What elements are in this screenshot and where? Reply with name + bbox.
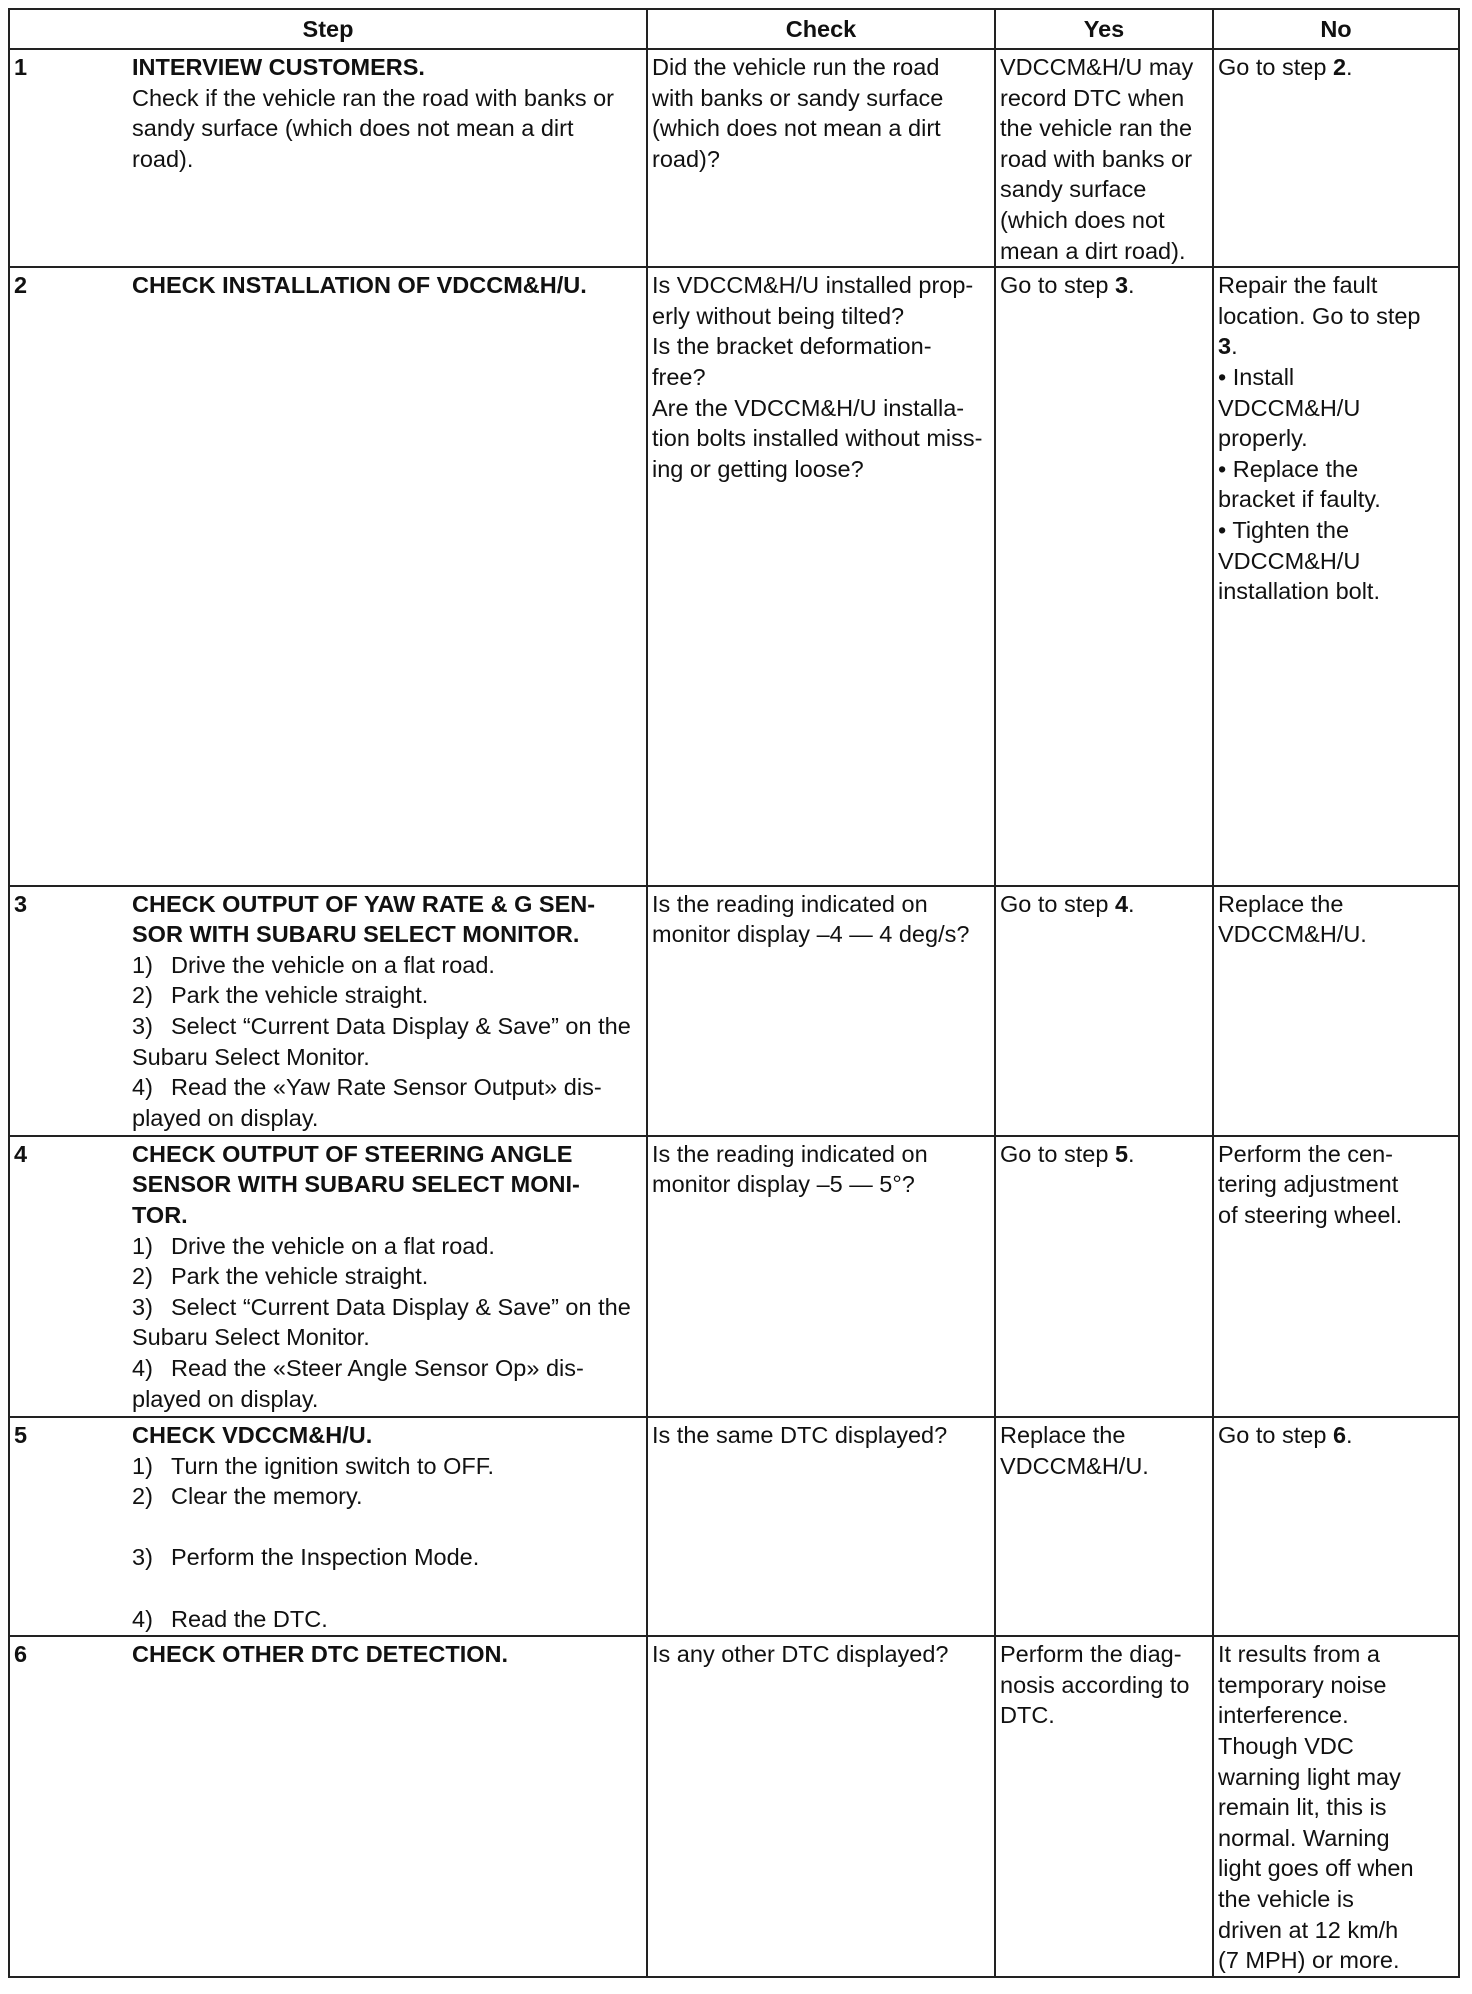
check-cell (647, 1136, 995, 1417)
no-text: It results from a (1218, 1641, 1380, 1668)
goto-step-number: 3 (1114, 272, 1129, 299)
yes-cell (995, 1136, 1213, 1417)
step-instruction (132, 1292, 642, 1323)
no-text: remain lit, this is (1218, 1794, 1387, 1821)
step-text: sandy surface (which does not mean a dirt (132, 115, 574, 142)
check-text: Are the VDCCM&H/U installa- (652, 394, 965, 421)
yes-text: VDCCM&H/U may (1000, 54, 1194, 80)
instruction-text: Subaru Select Monitor. (132, 1324, 370, 1351)
no-text: temporary noise (1218, 1671, 1387, 1698)
goto-prefix: Go to step (1000, 272, 1115, 299)
step-cell (9, 1136, 647, 1417)
check-text: free? (652, 364, 706, 391)
yes-text: Replace the (1000, 1422, 1126, 1449)
step-instruction (132, 950, 642, 981)
step-number: 6 (14, 1641, 28, 1668)
step-title: CHECK OTHER DTC DETECTION. (132, 1641, 508, 1668)
step-instruction (132, 1072, 642, 1103)
bullet-item: • Tighten the (1218, 517, 1350, 544)
header-check: Check (647, 9, 995, 49)
bullet-item: properly. (1218, 425, 1308, 452)
step-text: Check if the vehicle ran the road with banks or (132, 84, 615, 111)
goto-prefix: Go to step (1218, 1422, 1333, 1449)
step-instruction (132, 980, 642, 1011)
bullet-item: installation bolt. (1218, 578, 1380, 605)
goto-suffix: . (1231, 333, 1238, 360)
step-cell (9, 267, 647, 885)
goto-step-number: 5 (1114, 1140, 1129, 1167)
bullet-item: • Install (1218, 364, 1295, 391)
yes-text: road with banks or (1000, 145, 1193, 172)
step-title: CHECK OUTPUT OF STEERING ANGLE (132, 1140, 573, 1167)
step-instruction (132, 1261, 642, 1292)
yes-text (1000, 1139, 1208, 1170)
yes-text: the vehicle ran the (1000, 115, 1193, 142)
yes-cell (995, 886, 1213, 1136)
bullet-item: VDCCM&H/U (1218, 394, 1361, 421)
instruction-text: Subaru Select Monitor. (132, 1043, 370, 1070)
no-text: driven at 12 km/h (1218, 1916, 1399, 1943)
instruction-text: Select “Current Data Display & Save” on the (171, 1013, 631, 1040)
goto-step-number: 3 (1218, 333, 1232, 360)
step-number: 4 (14, 1140, 28, 1167)
step-cell (9, 886, 647, 1136)
no-text: Perform the cen- (1218, 1140, 1394, 1167)
yes-text (1000, 270, 1208, 301)
check-cell (647, 1417, 995, 1636)
step-title: CHECK VDCCM&H/U. (132, 1422, 373, 1449)
instruction-number: 2) (132, 1263, 153, 1290)
check-text: tion bolts installed without miss- (652, 425, 983, 452)
goto-suffix: . (1346, 54, 1353, 80)
no-text: the vehicle is (1218, 1885, 1354, 1912)
instruction-text: Read the «Yaw Rate Sensor Output» dis- (171, 1074, 602, 1101)
step-instruction (132, 1231, 642, 1262)
goto-prefix: Go to step (1000, 1140, 1115, 1167)
header-no: No (1213, 9, 1459, 49)
table-row (9, 1136, 1459, 1417)
step-instruction (132, 1353, 642, 1384)
instruction-text: Read the «Steer Angle Sensor Op» dis- (171, 1355, 584, 1382)
yes-text: record DTC when (1000, 84, 1185, 111)
blank-line (132, 1573, 642, 1604)
header-yes: Yes (995, 9, 1213, 49)
header-step: Step (9, 9, 647, 49)
no-cell (1213, 49, 1459, 267)
instruction-text: Select “Current Data Display & Save” on the (171, 1293, 631, 1320)
no-cell (1213, 1636, 1459, 1977)
yes-text: nosis according to (1000, 1671, 1190, 1698)
check-cell (647, 49, 995, 267)
instruction-number: 3) (132, 1013, 153, 1040)
yes-text: mean a dirt road). (1000, 237, 1186, 264)
check-text: road)? (652, 145, 720, 172)
header-row (9, 9, 1459, 49)
instruction-number: 4) (132, 1074, 153, 1101)
yes-text: (which does not (1000, 206, 1165, 233)
no-text: light goes off when (1218, 1855, 1414, 1882)
no-cell (1213, 1417, 1459, 1636)
no-text: Repair the fault (1218, 272, 1378, 299)
no-text: location. Go to step (1218, 302, 1421, 329)
goto-suffix: . (1128, 272, 1135, 299)
instruction-text: Perform the Inspection Mode. (171, 1544, 480, 1571)
instruction-number: 4) (132, 1605, 153, 1632)
check-cell (647, 267, 995, 885)
blank-line (132, 1512, 642, 1543)
check-text: (which does not mean a dirt (652, 115, 941, 142)
yes-text (1000, 889, 1208, 920)
instruction-text: Park the vehicle straight. (171, 1263, 429, 1290)
step-number: 2 (14, 272, 28, 299)
check-text: Is the bracket deformation- (652, 333, 932, 360)
yes-text: Perform the diag- (1000, 1641, 1182, 1668)
step-title: TOR. (132, 1202, 188, 1229)
table-row (9, 49, 1459, 267)
step-instruction (132, 1542, 642, 1573)
step-number: 5 (14, 1422, 28, 1449)
yes-cell (995, 49, 1213, 267)
no-text: VDCCM&H/U. (1218, 921, 1367, 948)
check-text: Is the reading indicated on (652, 890, 928, 917)
step-instruction (132, 1604, 642, 1635)
check-text: monitor display –5 — 5°? (652, 1171, 915, 1198)
yes-cell (995, 1417, 1213, 1636)
goto-prefix: Go to step (1218, 54, 1333, 80)
instruction-text: Drive the vehicle on a flat road. (171, 1232, 495, 1259)
step-title: CHECK INSTALLATION OF VDCCM&H/U. (132, 272, 587, 299)
step-instruction (132, 1451, 642, 1482)
no-cell (1213, 886, 1459, 1136)
table-row (9, 1417, 1459, 1636)
check-text: Did the vehicle run the road (652, 54, 940, 80)
step-cell (9, 49, 647, 267)
step-number: 3 (14, 890, 28, 917)
instruction-text: Drive the vehicle on a flat road. (171, 951, 495, 978)
instruction-text: played on display. (132, 1104, 319, 1131)
step-text: road). (132, 145, 194, 172)
goto-step-number: 2 (1332, 54, 1347, 80)
goto-suffix: . (1346, 1422, 1353, 1449)
check-cell (647, 1636, 995, 1977)
goto-step-number: 6 (1332, 1422, 1347, 1449)
no-text (1218, 1420, 1454, 1451)
yes-cell (995, 1636, 1213, 1977)
check-text: ing or getting loose? (652, 455, 864, 482)
no-text: of steering wheel. (1218, 1202, 1403, 1229)
no-text (1218, 52, 1454, 83)
instruction-number: 4) (132, 1355, 153, 1382)
no-cell (1213, 267, 1459, 885)
no-text (1218, 331, 1454, 362)
check-cell (647, 886, 995, 1136)
step-instruction (132, 1011, 642, 1042)
step-title: SENSOR WITH SUBARU SELECT MONI- (132, 1171, 580, 1198)
instruction-text: Park the vehicle straight. (171, 982, 429, 1009)
step-cell (9, 1417, 647, 1636)
instruction-text: Turn the ignition switch to OFF. (171, 1452, 495, 1479)
no-text: warning light may (1218, 1763, 1401, 1790)
instruction-text: played on display. (132, 1385, 319, 1412)
goto-suffix: . (1128, 1140, 1135, 1167)
check-text: Is the same DTC displayed? (652, 1422, 948, 1449)
check-text: Is the reading indicated on (652, 1140, 928, 1167)
step-title: CHECK OUTPUT OF YAW RATE & G SEN- (132, 890, 596, 917)
no-text: normal. Warning (1218, 1824, 1390, 1851)
check-text: monitor display –4 — 4 deg/s? (652, 921, 970, 948)
goto-suffix: . (1128, 890, 1135, 917)
instruction-text: Clear the memory. (171, 1483, 363, 1510)
bullet-item: • Replace the (1218, 455, 1359, 482)
no-text: (7 MPH) or more. (1218, 1947, 1400, 1974)
instruction-text: Read the DTC. (171, 1605, 328, 1632)
no-text: Replace the (1218, 890, 1344, 917)
instruction-number: 3) (132, 1293, 153, 1320)
no-text: interference. (1218, 1702, 1349, 1729)
instruction-number: 1) (132, 1232, 153, 1259)
goto-prefix: Go to step (1000, 890, 1115, 917)
goto-step-number: 4 (1114, 890, 1129, 917)
bullet-item: bracket if faulty. (1218, 486, 1381, 513)
table-row (9, 886, 1459, 1136)
step-title: INTERVIEW CUSTOMERS. (132, 54, 425, 80)
no-text: Though VDC (1218, 1732, 1354, 1759)
table-row (9, 1636, 1459, 1977)
instruction-number: 3) (132, 1544, 153, 1571)
step-number: 1 (14, 54, 28, 80)
step-instruction (132, 1481, 642, 1512)
table-row (9, 267, 1459, 885)
instruction-number: 2) (132, 1483, 153, 1510)
check-text: with banks or sandy surface (652, 84, 944, 111)
check-text: erly without being tilted? (652, 302, 905, 329)
check-text: Is any other DTC displayed? (652, 1641, 949, 1668)
yes-text: DTC. (1000, 1702, 1055, 1729)
step-title: SOR WITH SUBARU SELECT MONITOR. (132, 921, 580, 948)
diagnostic-table (8, 8, 1460, 1978)
yes-text: VDCCM&H/U. (1000, 1452, 1149, 1479)
instruction-number: 1) (132, 951, 153, 978)
instruction-number: 1) (132, 1452, 153, 1479)
instruction-number: 2) (132, 982, 153, 1009)
yes-cell (995, 267, 1213, 885)
step-cell (9, 1636, 647, 1977)
no-text: tering adjustment (1218, 1171, 1399, 1198)
check-text: Is VDCCM&H/U installed prop- (652, 272, 974, 299)
yes-text: sandy surface (1000, 176, 1147, 203)
bullet-item: VDCCM&H/U (1218, 547, 1361, 574)
no-cell (1213, 1136, 1459, 1417)
